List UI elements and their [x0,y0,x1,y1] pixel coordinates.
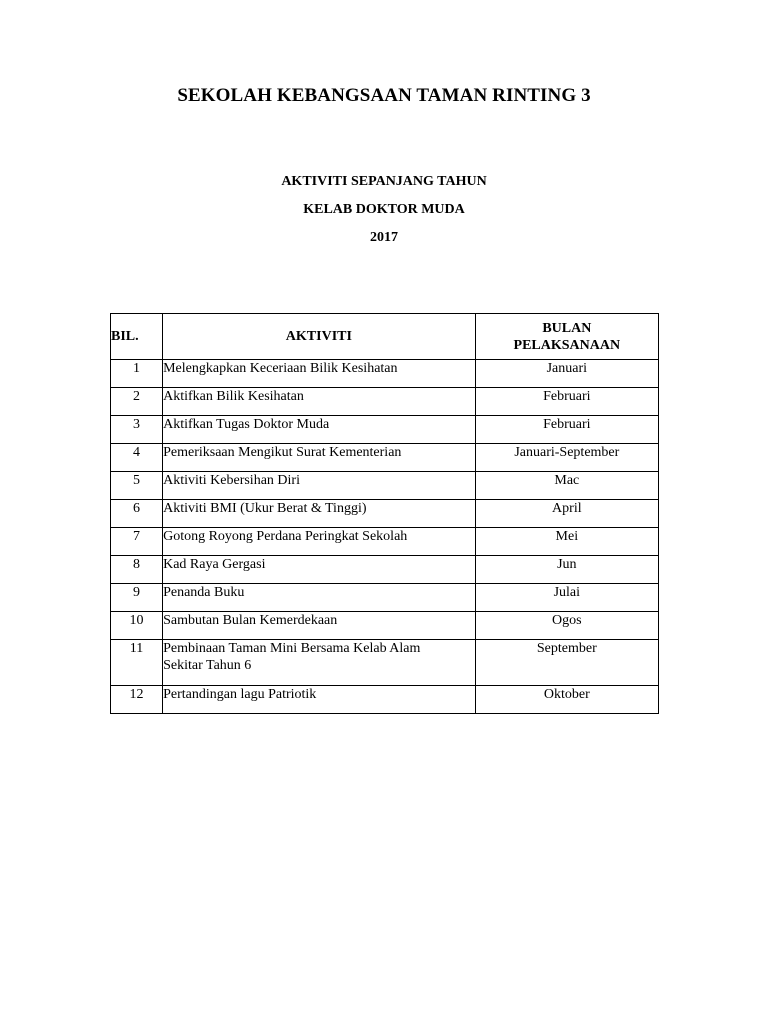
cell-aktiviti [163,640,476,686]
cell-bil: 11 [111,640,163,686]
table-row [111,528,659,556]
table-row [111,360,659,388]
cell-bil: 6 [111,500,163,528]
table-row [111,640,659,686]
cell-bil: 7 [111,528,163,556]
header-bulan-line2: PELAKSANAAN [513,337,621,353]
cell-bulan: April [475,500,658,528]
cell-bil: 5 [111,472,163,500]
cell-bulan: Januari-September [475,444,658,472]
cell-bulan: September [475,640,658,686]
club-name: KELAB DOKTOR MUDA [303,202,465,217]
table-row [111,612,659,640]
cell-aktiviti: Melengkapkan Keceriaan Bilik Kesihatan [163,360,476,388]
cell-aktiviti: Aktiviti Kebersihan Diri [163,472,476,500]
cell-aktiviti: Penanda Buku [163,584,476,612]
cell-bil: 10 [111,612,163,640]
cell-bulan: Januari [475,360,658,388]
header-bulan-pelaksanaan [475,314,658,360]
cell-bil: 4 [111,444,163,472]
table-row [111,416,659,444]
header-bulan-line1: BULAN [542,320,592,336]
header-bil: BIL. [111,314,163,360]
document-year: 2017 [370,230,398,245]
cell-aktiviti: Aktifkan Bilik Kesihatan [163,388,476,416]
cell-bil: 12 [111,686,163,714]
cell-bil: 1 [111,360,163,388]
cell-aktiviti: Pertandingan lagu Patriotik [163,686,476,714]
cell-bulan: Mei [475,528,658,556]
cell-aktiviti-line1: Pembinaan Taman Mini Bersama Kelab Alam [163,641,421,656]
school-title: SEKOLAH KEBANGSAAN TAMAN RINTING 3 [177,85,591,106]
cell-bulan: Julai [475,584,658,612]
activities-table [110,313,659,714]
cell-bulan: Jun [475,556,658,584]
document-subtitle: AKTIVITI SEPANJANG TAHUN [281,174,487,189]
cell-bil: 2 [111,388,163,416]
cell-aktiviti: Aktifkan Tugas Doktor Muda [163,416,476,444]
cell-aktiviti: Sambutan Bulan Kemerdekaan [163,612,476,640]
table-row [111,686,659,714]
table-row [111,388,659,416]
table-row [111,444,659,472]
table-header-row [111,314,659,360]
cell-aktiviti: Gotong Royong Perdana Peringkat Sekolah [163,528,476,556]
cell-aktiviti: Kad Raya Gergasi [163,556,476,584]
cell-aktiviti-line2: Sekitar Tahun 6 [163,658,252,673]
cell-bil: 9 [111,584,163,612]
header-aktiviti: AKTIVITI [163,314,476,360]
table-row [111,472,659,500]
cell-bulan: Oktober [475,686,658,714]
cell-bil: 8 [111,556,163,584]
cell-bulan: Ogos [475,612,658,640]
table-row [111,584,659,612]
cell-bulan: Mac [475,472,658,500]
cell-aktiviti: Pemeriksaan Mengikut Surat Kementerian [163,444,476,472]
cell-aktiviti: Aktiviti BMI (Ukur Berat & Tinggi) [163,500,476,528]
table-row [111,556,659,584]
table-row [111,500,659,528]
cell-bulan: Februari [475,416,658,444]
cell-bulan: Februari [475,388,658,416]
cell-bil: 3 [111,416,163,444]
